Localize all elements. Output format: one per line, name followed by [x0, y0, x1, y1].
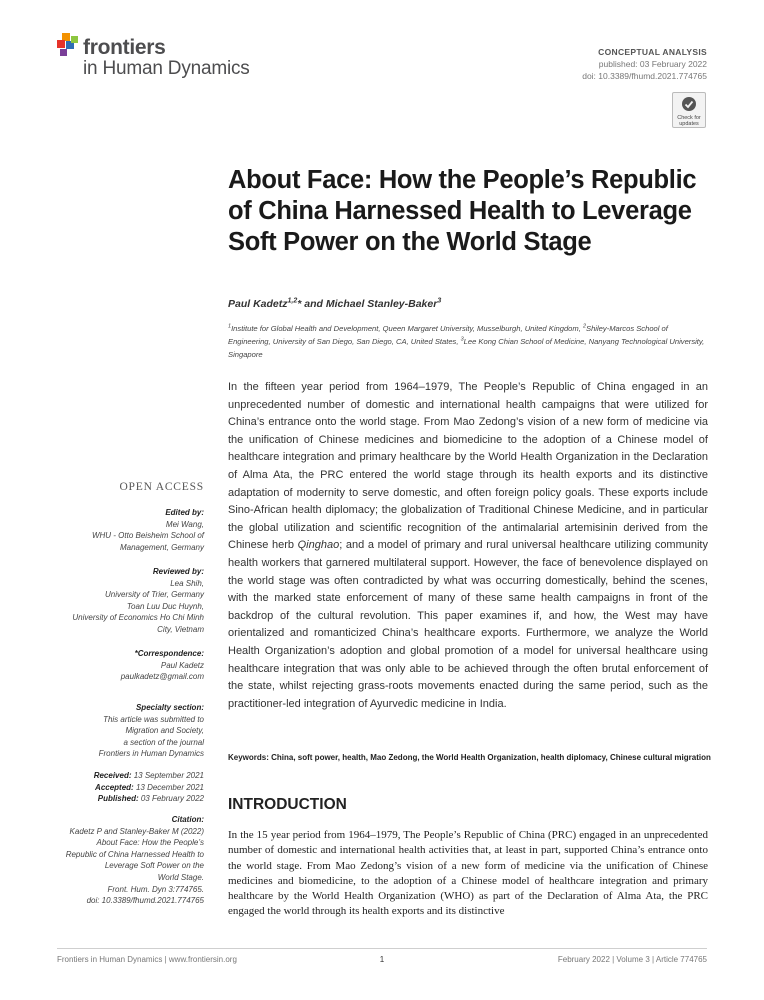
correspondence-label: *Correspondence:	[134, 649, 204, 658]
specialty-label: Specialty section:	[135, 703, 204, 712]
corresponding-mark: *	[297, 298, 302, 310]
published-date: published: 03 February 2022	[598, 59, 707, 69]
abstract-part-2: ; and a model of primary and rural universal healthcare utilizing community health workers that garnered multilateral support. However, the face of benevolence displayed on the world stage was often contradicted by what was occurring domestically, behind the scenes, with the marked state enforcement of many of these same health campaigns in front of the backdrop of the cultural revolution. This paper examines if, and how, the West may have orientalized and romanticized China’s healthcare exports. Furthermore, we analyze the World Health Organization’s adoption and global promotion of a model for universal healthcare using healthcare integration that was only able to be achieved through the often brutal enforcement of the state, whilst rejecting grass-roots movements enacted during the same period, such as the practitioner-led integration of Ayurvedic medicine in India.	[228, 539, 708, 710]
citation-doi[interactable]: doi: 10.3389/fhumd.2021.774765	[86, 896, 204, 906]
author-2[interactable]: Michael Stanley-Baker	[325, 298, 438, 310]
accepted-value: 13 December 2021	[133, 782, 204, 792]
reviewer-1-affil: University of Trier, Germany	[105, 590, 204, 600]
affil-1-num: 1	[228, 323, 232, 330]
open-access-label: OPEN ACCESS	[119, 481, 204, 493]
abstract-herb-term: Qinghao	[297, 539, 340, 552]
article-meta	[582, 46, 707, 82]
journal-logo[interactable]	[57, 33, 257, 81]
dates-block	[30, 770, 204, 805]
introduction-paragraph: In the 15 year period from 1964–1979, The People’s Republic of China (PRC) engaged in an unprecedented number of domestic and international health activities that, at least in part, supported China’s entrance onto the world stage. From Mao Zedong’s vision of a new form of medicine via the unification of Chinese medicines and biomedicine, to the adoption of a Chinese model of healthcare integration and primary healthcare by the World Health Organization (WHO) as part of the Declaration of Alma Ata, the PRC engaged the world through its health exports and its distinctive	[228, 829, 708, 918]
reviewed-by-label: Reviewed by:	[152, 567, 204, 576]
citation-label: Citation:	[171, 815, 204, 824]
specialty-line-2: Migration and Society,	[125, 726, 204, 736]
accepted-label: Accepted:	[95, 782, 134, 792]
author-separator: and	[301, 298, 326, 310]
affil-2: Shiley-Marcos School of Engineering, University of San Diego, San Diego, CA, United States,	[228, 324, 668, 346]
affiliations	[228, 322, 712, 361]
abstract-part-1: In the fifteen year period from 1964–1979, The People’s Republic of China engaged in an unprecedented number of domestic and international health campaigns that were utilized for China’s entrance onto the world stage. From Mao Zedong’s vision of a new form of medicine via the unification of Chinese medicines and biomedicine to the adoption of a Chinese model of healthcare integration and primary healthcare by the World Health Organization in the Declaration of Alma Ata, the PRC entered the world stage through its health exports and its distinctive adaptation of modernity to serve domestic, and often foreign policy goals. These exports include Sino-African health diplomacy; the globalization of Traditional Chinese Medicine, and in particular the global utilization and scientific recognition of the antimalarial artemisinin derived from the Chinese herb	[228, 381, 708, 552]
affil-2-num: 2	[582, 323, 587, 330]
reviewer-1-name: Lea Shih,	[170, 578, 204, 588]
editor-name: Mei Wang,	[165, 519, 204, 529]
frontiers-logo-icon	[57, 33, 81, 59]
abstract	[228, 379, 708, 713]
specialty-line-3: a section of the journal	[123, 737, 204, 747]
received-value: 13 September 2021	[131, 771, 204, 780]
citation-line-1: Kadetz P and Stanley-Baker M (2022)	[69, 826, 204, 836]
citation-line-6: Front. Hum. Dyn 3:774765.	[107, 884, 204, 894]
citation-line-4: Leverage Soft Power on the	[104, 861, 204, 871]
citation-line-5: World Stage.	[157, 872, 204, 882]
edited-by-block	[30, 507, 204, 553]
check-updates-label	[673, 115, 705, 127]
specialty-line-1: This article was submitted to	[103, 714, 204, 724]
doi-link[interactable]: doi: 10.3389/fhumd.2021.774765	[582, 71, 707, 81]
reviewer-2-affil-2: City, Vietnam	[157, 624, 204, 634]
specialty-line-4: Frontiers in Human Dynamics	[98, 749, 204, 759]
author-1-affil: 1,2	[287, 297, 298, 305]
correspondence-email[interactable]: paulkadetz@gmail.com	[120, 672, 204, 682]
published-label: Published:	[97, 794, 139, 804]
reviewer-2-name: Toan Luu Duc Huynh,	[126, 601, 204, 611]
correspondence-name: Paul Kadetz	[160, 660, 204, 670]
citation-line-2: About Face: How the People’s	[96, 838, 204, 848]
editor-affil-2: Management, Germany	[119, 542, 204, 552]
logo-word-frontiers: frontiers	[83, 36, 166, 59]
section-heading-introduction: INTRODUCTION	[228, 796, 347, 813]
page-footer	[57, 948, 707, 968]
received-date	[30, 770, 204, 782]
correspondence-block	[30, 648, 204, 683]
reviewed-by-block	[30, 566, 204, 636]
published-value: 03 February 2022	[138, 794, 204, 804]
author-1[interactable]: Paul Kadetz	[228, 298, 288, 310]
citation-block	[30, 814, 204, 907]
received-label: Received:	[93, 771, 132, 780]
page-number: 1	[379, 955, 385, 964]
affil-1: Institute for Global Health and Development, Queen Margaret University, Musselburgh, United Kingdom,	[231, 324, 583, 333]
footer-journal-link[interactable]: Frontiers in Human Dynamics | www.frontiersin.org	[57, 955, 237, 964]
citation-line-3: Republic of China Harnessed Health to	[65, 849, 204, 859]
keywords: Keywords: China, soft power, health, Mao Zedong, the World Health Organization, health diplomacy, Chinese cultural migration	[228, 753, 711, 762]
author-2-affil: 3	[437, 297, 442, 305]
article-title: About Face: How the People’s Republic of China Harnessed Health to Leverage Soft Power on the World Stage	[228, 166, 697, 256]
check-updates-icon	[681, 96, 697, 112]
author-list	[228, 298, 441, 310]
specialty-block	[30, 702, 204, 760]
accepted-date	[30, 782, 204, 794]
affil-3: Lee Kong Chian School of Medicine, Nanyang Technological University, Singapore	[228, 337, 705, 359]
check-for-updates-button[interactable]	[672, 92, 706, 128]
published-date-sidebar	[30, 793, 204, 805]
affil-3-num: 3	[460, 336, 464, 343]
article-type: CONCEPTUAL ANALYSIS	[598, 47, 707, 57]
check-updates-line1: Check for	[677, 115, 701, 121]
editor-affil-1: WHU - Otto Beisheim School of	[91, 531, 204, 541]
edited-by-label: Edited by:	[165, 508, 204, 517]
reviewer-2-affil-1: University of Economics Ho Chi Minh	[72, 613, 204, 623]
logo-word-journal: in Human Dynamics	[83, 58, 250, 79]
footer-volume-info: February 2022 | Volume 3 | Article 774765	[557, 955, 707, 964]
check-updates-line2: updates	[679, 121, 699, 127]
